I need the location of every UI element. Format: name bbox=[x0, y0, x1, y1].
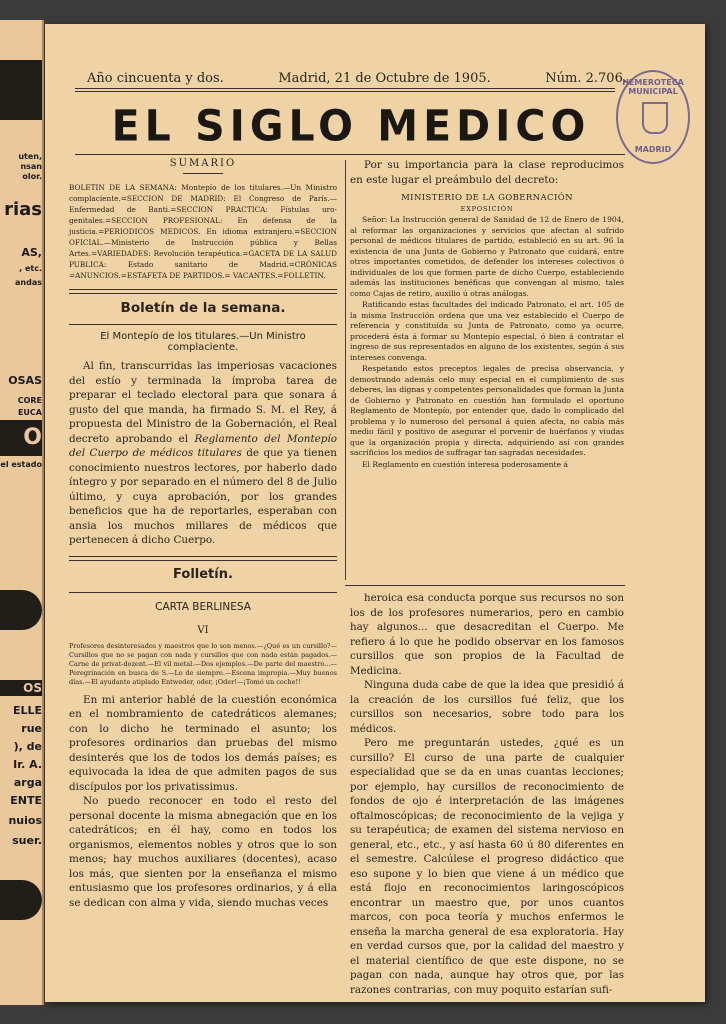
newspaper-page bbox=[45, 24, 705, 1002]
issue-year: Año cincuenta y dos. bbox=[87, 71, 224, 86]
left-fragment: , etc. bbox=[19, 264, 42, 273]
issue-number: Núm. 2.706. bbox=[545, 71, 627, 86]
continuation-paragraph-1: heroica esa conducta porque sus recursos no son los de los profesores numerarios, pero en cambio hay algunos... que desacreditan el Cuerpo. Me refiero á lo que he podido observar en los famosos cursillos que son propios de la Facultad de Medicina. bbox=[350, 592, 624, 677]
left-fragment: nsan bbox=[20, 162, 42, 171]
left-fragment: el estado bbox=[0, 460, 42, 469]
column-divider bbox=[345, 160, 346, 580]
issue-header bbox=[87, 71, 627, 86]
left-fragment: ), de bbox=[13, 742, 42, 752]
sumario-rule bbox=[183, 173, 223, 174]
decree-paragraph-1: Señor: La Instrucción general de Sanidad de 12 de Enero de 1904, al reformar las organizaciones y servicios que afectan al sufrido personal de médicos titulares de partido, estableció en su art. 96 la existencia de una Junta de Gobierno y Patronato que cuidará, entre otros importantes cometidos, de defender los intereses colectivos ó individuales de los que formen parte de dicho Cuerpo, estableciendo además las instituciones benéficas que convengan al mismo, tales como Cajas de retiro, auxilio ú otras análogas. bbox=[350, 215, 624, 298]
section-rule bbox=[69, 289, 337, 294]
folletin-continuation bbox=[350, 591, 624, 997]
folletin-title: Folletín. bbox=[173, 566, 233, 582]
boletin-paragraph bbox=[69, 359, 337, 548]
header-rule-2 bbox=[75, 91, 615, 92]
left-fragment: Ir. A. bbox=[13, 760, 42, 770]
library-stamp bbox=[616, 70, 690, 164]
chapter-number: VI bbox=[197, 624, 209, 636]
folletin-paragraph-2: No puedo reconocer en todo el resto del personal docente la misma abnegación que en los catedráticos; en él hay, como en todos los organismos, elementos nobles y otros que lo son menos; hay muchos auxiliares (docentes), acaso los más, que sienten por la enseñanza el mismo entusiasmo que los profesores ordinarios, y á ella se dedican con alma y vida, siendo muchas veces bbox=[69, 795, 337, 909]
decree-intro: Por su importancia para la clase reproducimos en este lugar el preámbulo del decreto: bbox=[350, 159, 624, 186]
chapter-argument: Profesores desinteresados y maestros que lo son menos.—¿Qué es un cursillo?—Cursillos que no se pagan con nada y cursillos que con nada están pagados.—Carne de privat-dozent.—El vil metal.—Dos ejemplos.—De parte del maestro...—Peregrinación en busca de S.—Lo de siempre.—Escena impropia.—Muy buenos días.—El ayudante atiplado Entweder, oder, ¡Oder!—¡Tomó un coche!! bbox=[69, 641, 337, 686]
left-fragment: nuios bbox=[8, 816, 42, 826]
sumario-title: SUMARIO bbox=[169, 158, 237, 169]
left-ad-block bbox=[0, 60, 42, 120]
right-column bbox=[350, 158, 624, 471]
decree-paragraph-2: Ratificando estas facultades del indicado Patronato, el art. 105 de la misma Instrucción ordena que una vez establecido el Cuerpo de referencia y constituída su Junta de Patronato, como ya ocurre, procederá ésta á formar su Montepío especial, ó bien á contratar el ingreso de sus representados en alguno de los existentes, según á sus intereses convenga. bbox=[350, 300, 624, 362]
left-fragment: rue bbox=[21, 724, 42, 734]
left-fragment: ENTE bbox=[10, 796, 42, 806]
left-column bbox=[69, 158, 337, 910]
carta-title: CARTA BERLINESA bbox=[155, 600, 251, 613]
left-fragment: andas bbox=[15, 278, 42, 287]
left-fragment: ELLE bbox=[12, 706, 42, 716]
left-fragment: arga bbox=[13, 778, 42, 788]
decree-paragraph-3: Respetando estos preceptos legales de precisa observancia, y demostrando además celo muy especial en el cumplimiento de sus deberes, las dignas y competentes personalidades que forman la Junta de Gobierno y Patronato en cuestión han formulado el oportuno Reglamento de Montepío, por entender que, dado lo complicado del problema y lo numeroso del personal á quien afecta, no cabía más medio fácil y positivo de asegurar el porvenir de huérfanos y viudas que la organización propia y directa, adquiriendo así con grandes sacrificios los medios de suffragar tan sagradas necesidades. bbox=[350, 364, 624, 457]
header-rule bbox=[75, 88, 615, 89]
left-fragment: olor. bbox=[22, 172, 42, 181]
left-fragment: uten, bbox=[18, 152, 42, 161]
left-fragment: EUCA bbox=[17, 408, 42, 417]
left-fragment: CORE bbox=[17, 396, 42, 405]
left-fragment: OSAS bbox=[8, 376, 42, 386]
coat-of-arms-icon bbox=[642, 102, 668, 134]
bottom-section-rule bbox=[345, 585, 625, 586]
exposicion-heading: EXPOSICIÓN bbox=[460, 205, 514, 213]
decree-paragraph-4: El Reglamento en cuestión interesa poderosamente á bbox=[362, 459, 569, 469]
continuation-paragraph-3: Pero me preguntarán ustedes, ¿qué es un cursillo? El curso de una parte de cualquier especialidad que se da en unas cuantas lecciones; por ejemplo, hay cursillos de reconocimiento de fondos de ojo é interpretación de las imágenes oftalmoscópicas; de reconocimiento de la vejiga y su terapéutica; de examen del sistema nervioso en general, etc., etc., y así hasta 60 ú 80 diferentes en el semestre. Calcúlese el progreso didáctico que eso supone y lo bien que viene á un médico que está flojo en reconocimientos laringoscópicos encontrar un maestro que, por unos cuantos marcos, con poca teoría y muchos enfermos le enseña la marcha general de esa exploratoria. Hay en verdad cursos que, por la calidad del maestro y el material científico de que este dispone, no se pagan con nada, aunque hay otros que, por las razones contrarias, con muy poquito estarían sufi- bbox=[350, 737, 624, 996]
masthead-rule bbox=[75, 154, 625, 155]
left-fragment: OS bbox=[0, 680, 42, 696]
folletin-paragraph-1: En mi anterior hablé de la cuestión económica en el nombramiento de catedráticos alemanes; con lo dicho he terminado el asunto; los profesores ordinarios dan pruebas del mismo desinterés que los de todos los demás países; es equivocada la idea de que admiten pagos de sus discípulos por los privatissimus. bbox=[69, 693, 337, 793]
boletin-rule bbox=[69, 324, 337, 325]
left-fragment: suer. bbox=[12, 836, 42, 846]
boletin-subtitle: El Montepío de los titulares.—Un Ministro complaciente. bbox=[100, 331, 306, 353]
masthead-title: EL SIGLO MEDICO bbox=[111, 100, 591, 152]
sumario-text: BOLETIN DE LA SEMANA: Montepío de los titulares.—Un Ministro complaciente.=SECCION DE MADRID: El Congreso de París.—Enfermedad de Banti.=SECCION PRACTICA: Fístulas uro-genitales.=SECCION PROFESIONAL: En defensa de la justicia.=PERIODICOS MEDICOS. En idioma extranjero.=SECCION OFICIAL.—Ministerio de Instrucción pública y Bellas Artes.=VARIEDADES: Revolución terapéutica.=GACETA DE LA SALUD PUBLICA: Estado sanitario de Madrid.=CRÓNICAS =ANUNCIOS.=ESTAFETA DE PARTIDOS.= VACANTES.=FOLLETIN. bbox=[69, 183, 337, 280]
section-rule bbox=[69, 556, 337, 561]
left-ornament bbox=[0, 880, 42, 920]
left-fragment: AS, bbox=[21, 248, 42, 258]
ministry-heading: MINISTERIO DE LA GOBERNACIÓN bbox=[401, 193, 573, 203]
stamp-bottom-text: MADRID bbox=[634, 145, 672, 154]
issue-date: Madrid, 21 de Octubre de 1905. bbox=[278, 71, 491, 86]
adjacent-page-edge bbox=[0, 20, 44, 1005]
boletin-title: Boletín de la semana. bbox=[120, 300, 286, 316]
left-ornament bbox=[0, 590, 42, 630]
continuation-paragraph-2: Ninguna duda cabe de que la idea que presidió á la creación de los cursillos fué feliz, que los cursillos son necesarios, sobre todo para los médicos. bbox=[350, 679, 624, 735]
stamp-top-text: HEMEROTECA MUNICIPAL bbox=[622, 78, 684, 96]
boletin-text-a: Al fin, transcurridas las imperiosas vacaciones del estío y terminada la ímproba tarea de preparar el teclado electoral para que sonara á gusto del que manda, ha firmado S. M. el Rey, á propuesta del Ministro de la Gobernación, el Real decreto aprobando el bbox=[69, 360, 337, 445]
folletin-rule bbox=[69, 592, 337, 593]
left-fragment: rias bbox=[4, 200, 42, 220]
left-fragment: O bbox=[0, 420, 42, 456]
boletin-text-b: de que ya tienen conocimiento nuestros lectores, por haberlo dado íntegro y por separado en el número del 8 de Julio último, y cuya aprobación, por los grandes beneficios que ha de reportarles, esperaban con ansia los muchos millares de médicos que pertenecen á dicho Cuerpo. bbox=[69, 447, 337, 546]
boletin-text-italic: Reglamento del Montepío del Cuerpo de médicos titulares bbox=[69, 432, 337, 459]
